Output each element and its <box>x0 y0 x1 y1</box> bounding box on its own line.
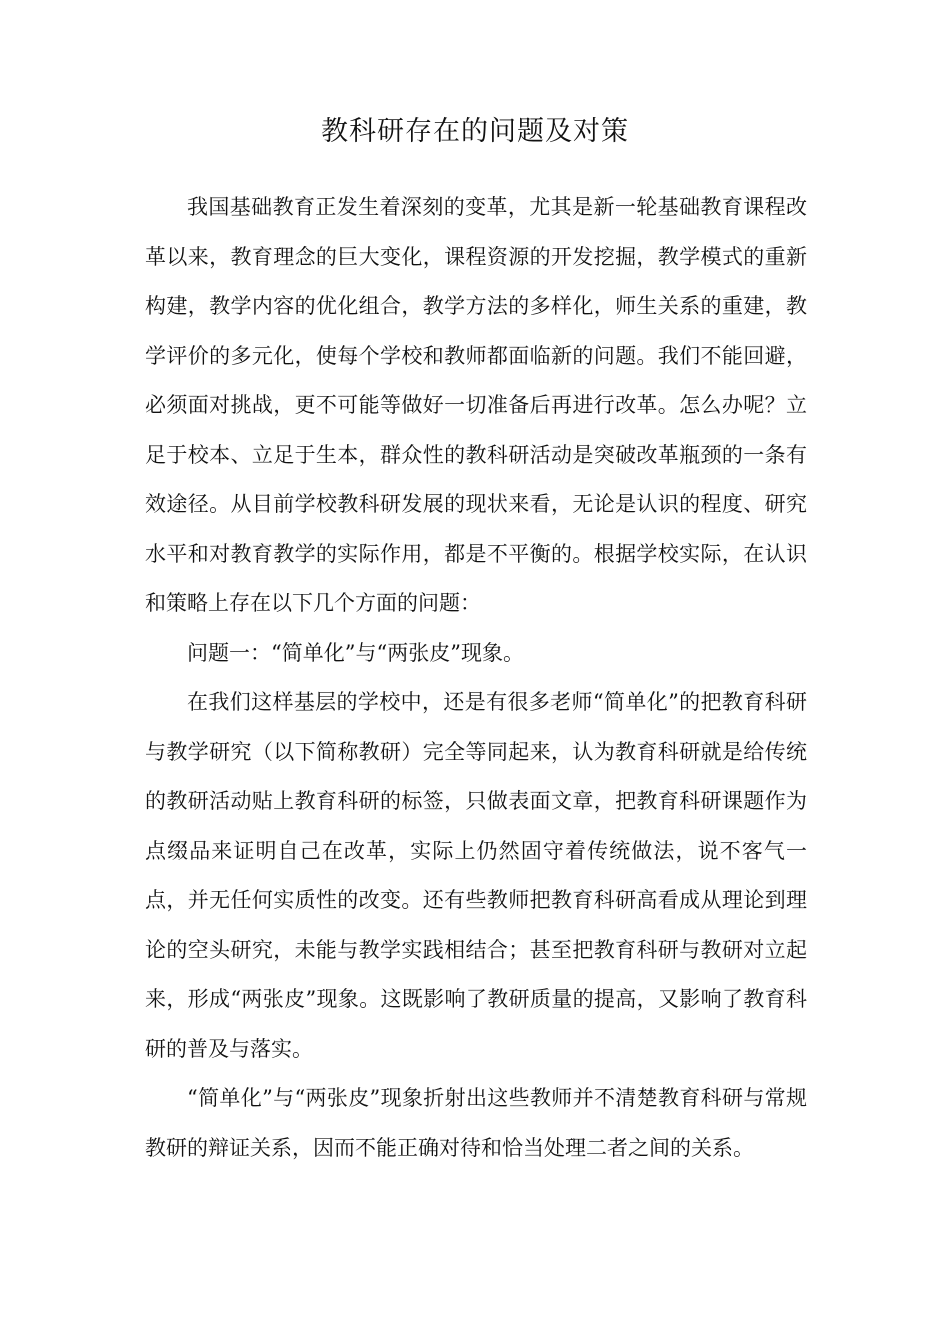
document-title: 教科研存在的问题及对策 <box>321 116 629 147</box>
document-body <box>145 183 807 1173</box>
paragraph-intro: 我国基础教育正发生着深刻的变革，尤其是新一轮基础教育课程改革以来，教育理念的巨大变化，课程资源的开发挖掘，教学模式的重新构建，教学内容的优化组合，教学方法的多样化，师生关系的重建，教学评价的多元化，使每个学校和教师都面临新的问题。我们不能回避，必须面对挑战，更不可能等做好一切准备后再进行改革。怎么办呢？立足于校本、立足于生本，群众性的教科研活动是突破改革瓶颈的一条有效途径。从目前学校教科研发展的现状来看，无论是认识的程度、研究水平和对教育教学的实际作用，都是不平衡的。根据学校实际，在认识和策略上存在以下几个方面的问题： <box>145 195 807 615</box>
paragraph-problem-one-detail: 在我们这样基层的学校中，还是有很多老师“简单化”的把教育科研与教学研究（以下简称教研）完全等同起来，认为教育科研就是给传统的教研活动贴上教育科研的标签，只做表面文章，把教育科研课题作为点缀品来证明自己在改革，实际上仍然固守着传统做法，说不客气一点，并无任何实质性的改变。还有些教师把教育科研高看成从理论到理论的空头研究，未能与教学实践相结合；甚至把教育科研与教研对立起来，形成“两张皮”现象。这既影响了教研质量的提高，又影响了教育科研的普及与落实。 <box>145 690 807 1061</box>
paragraph-problem-one-analysis: “简单化”与“两张皮”现象折射出这些教师并不清楚教育科研与常规教研的辩证关系，因而不能正确对待和恰当处理二者之间的关系。 <box>145 1086 807 1160</box>
paragraph-problem-one-heading: 问题一：“简单化”与“两张皮”现象。 <box>187 640 524 665</box>
